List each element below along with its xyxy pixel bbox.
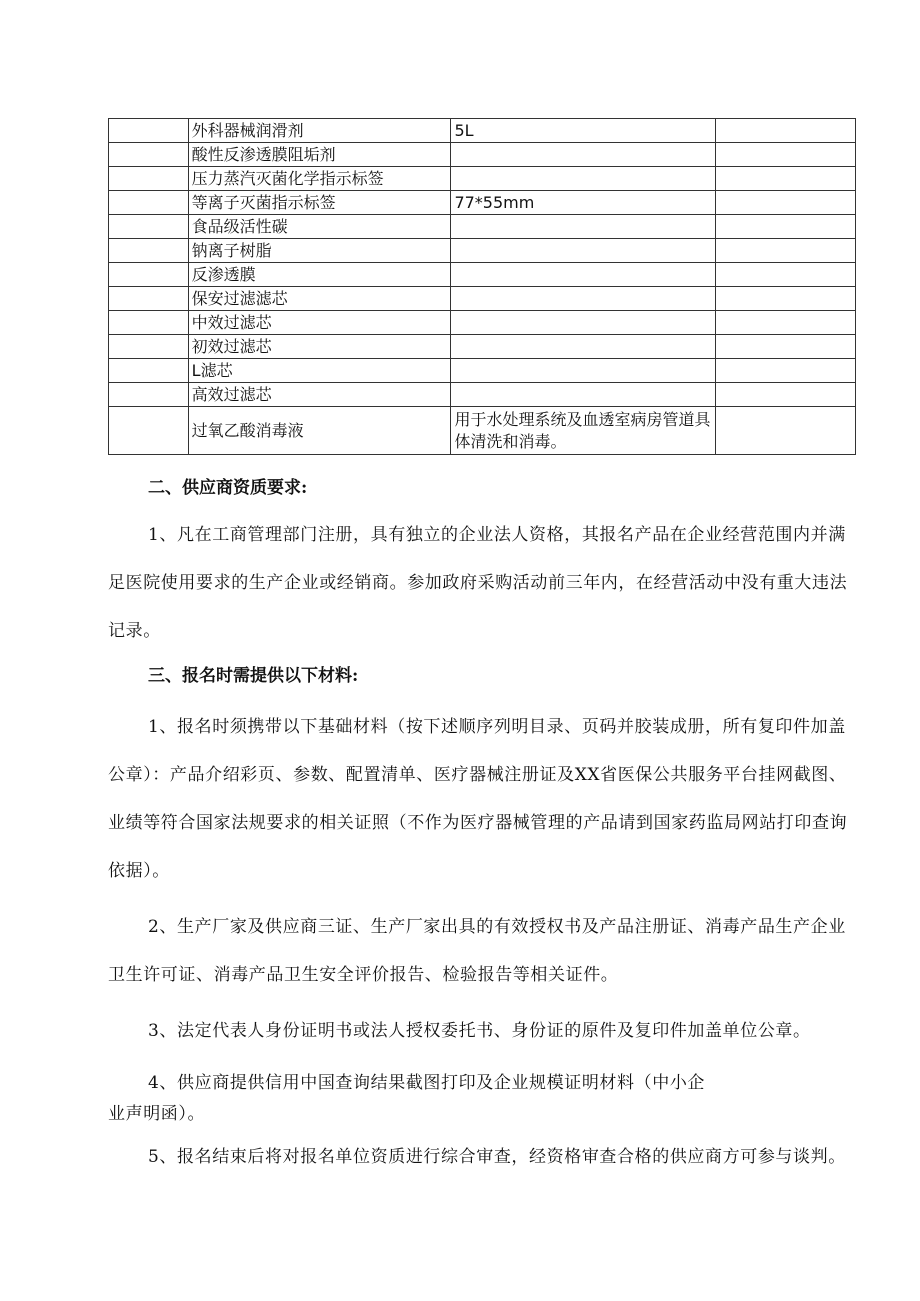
table-row [109,359,856,383]
table-row [109,239,856,263]
item-spec [451,287,716,311]
section3-paragraph-1: 1、报名时须携带以下基础材料（按下述顺序列明目录、页码并胶装成册，所有复印件加盖公章）：产品介绍彩页、参数、配置清单、医疗器械注册证及XX省医保公共服务平台挂网截图、业绩等符合国家法规要求的相关证照（不作为医疗器械管理的产品请到国家药监局网站打印查询依据）。 [108,717,848,881]
section3-paragraph-2: 2、生产厂家及供应商三证、生产厂家出具的有效授权书及产品注册证、消毒产品生产企业卫生许可证、消毒产品卫生安全评价报告、检验报告等相关证件。 [108,917,846,985]
section3-body [108,703,860,1181]
item-name: 食品级活性碳 [188,215,451,239]
table-row [109,215,856,239]
item-spec: 77*55mm [451,191,716,215]
item-name: 高效过滤芯 [188,383,451,407]
table-row [109,287,856,311]
section3-paragraph-5: 5、报名结束后将对报名单位资质进行综合审查，经资格审查合格的供应商方可参与谈判。 [148,1147,846,1167]
section3-paragraph-4a: 4、供应商提供信用中国查询结果截图打印及企业规模证明材料（中小企 [148,1073,706,1093]
section2-heading: 二、供应商资质要求: [148,478,308,498]
table-row [109,407,856,455]
table-row [109,167,856,191]
item-name: 过氧乙酸消毒液 [188,407,451,455]
item-spec [451,359,716,383]
table-row [109,143,856,167]
section2-paragraph-1: 1、凡在工商管理部门注册，具有独立的企业法人资格，其报名产品在企业经营范围内并满足医院使用要求的生产企业或经销商。参加政府采购活动前三年内，在经营活动中没有重大违法记录。 [108,525,848,641]
table-row [109,335,856,359]
table-row [109,191,856,215]
table-row [109,383,856,407]
section3-paragraph-3: 3、法定代表人身份证明书或法人授权委托书、身份证的原件及复印件加盖单位公章。 [148,1021,811,1041]
item-spec: 5L [451,119,716,143]
item-spec [451,335,716,359]
item-spec [451,239,716,263]
item-spec [451,263,716,287]
item-spec [451,167,716,191]
item-spec [451,383,716,407]
table-row [109,119,856,143]
item-name: L滤芯 [188,359,451,383]
item-name: 等离子灭菌指示标签 [188,191,451,215]
item-spec [451,311,716,335]
items-table [108,118,856,455]
item-spec [451,143,716,167]
item-spec: 用于水处理系统及血透室病房管道具体清洗和消毒。 [451,407,716,455]
section3-heading: 三、报名时需提供以下材料: [148,666,359,686]
item-name: 中效过滤芯 [188,311,451,335]
item-name: 钠离子树脂 [188,239,451,263]
item-spec [451,215,716,239]
item-name: 保安过滤滤芯 [188,287,451,311]
item-name: 外科器械润滑剂 [188,119,451,143]
table-row [109,311,856,335]
item-name: 初效过滤芯 [188,335,451,359]
table-row [109,263,856,287]
section2-body [108,511,860,655]
item-name: 酸性反渗透膜阻垢剂 [188,143,451,167]
item-name: 反渗透膜 [188,263,451,287]
item-name: 压力蒸汽灭菌化学指示标签 [188,167,451,191]
section3-paragraph-4b: 业声明函）。 [108,1104,206,1124]
